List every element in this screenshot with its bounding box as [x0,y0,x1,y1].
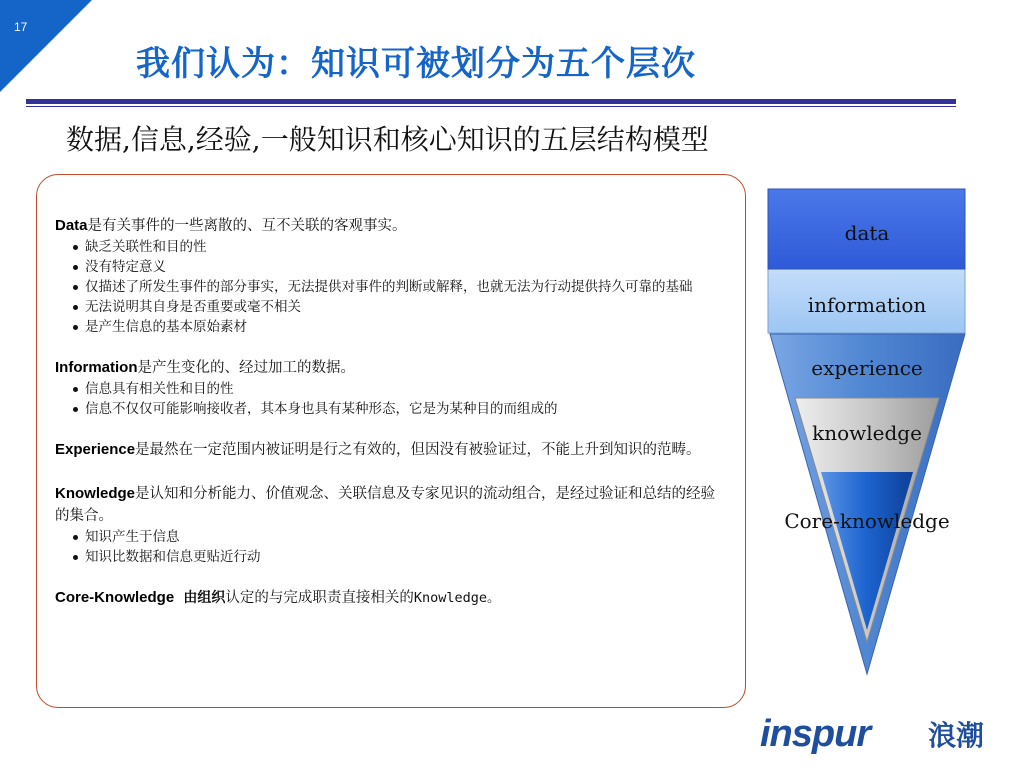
core-knowledge-definition: 认定的与完成职责直接相关的 [225,590,414,606]
core-knowledge-org: 由组织 [183,590,226,606]
pyramid-label-information: information [807,293,927,317]
inspur-logo [760,712,1000,754]
list-item: 缺乏关联性和目的性 [73,237,727,257]
knowledge-term: Knowledge [55,485,136,502]
knowledge-bullets [55,527,727,567]
data-definition: 是有关事件的一些离散的、互不关联的客观事实。 [87,218,407,234]
list-item: 信息具有相关性和目的性 [73,379,727,399]
data-section [55,215,727,337]
inspur-logo-chinese: 浪潮 [928,719,985,752]
information-term: Information [55,359,138,376]
core-knowledge-term: Core-Knowledge [55,589,175,606]
definitions-panel [36,174,746,708]
pyramid-label-core-knowledge: Core-knowledge [784,509,950,533]
list-item: 信息不仅仅可能影响接收者，其本身也具有某种形态，它是为某种目的而组成的 [73,399,727,419]
pyramid-label-knowledge: knowledge [812,421,922,445]
core-knowledge-tail: Knowledge。 [413,590,501,606]
experience-definition: 是最然在一定范围内被证明是行之有效的，但因没有被验证过，不能上升到知识的范畴。 [135,442,701,458]
slide-subtitle: 数据,信息,经验,一般知识和核心知识的五层结构模型 [66,123,709,156]
title-divider [26,99,956,104]
list-item: 知识产生于信息 [73,527,727,547]
list-item: 知识比数据和信息更贴近行动 [73,547,727,567]
information-section [55,357,727,419]
data-bullets [55,237,727,337]
corner-triangle [0,0,92,92]
slide-title: 我们认为：知识可被划分为五个层次 [136,44,696,84]
knowledge-pyramid [765,186,970,686]
pyramid-label-experience: experience [811,356,923,380]
list-item: 仅描述了所发生事件的部分事实，无法提供对事件的判断或解释，也就无法为行动提供持久可靠的基础 [73,277,727,297]
information-definition: 是产生变化的、经过加工的数据。 [137,360,355,376]
list-item: 没有特定意义 [73,257,727,277]
information-bullets [55,379,727,419]
data-term: Data [55,217,88,234]
page-number: 17 [14,20,28,34]
inspur-logo-wordmark: inspur [760,713,871,754]
experience-section [55,439,727,461]
title-divider-thin [26,106,956,107]
list-item: 无法说明其自身是否重要或毫不相关 [73,297,727,317]
core-knowledge-section [55,587,727,609]
pyramid-label-data: data [844,221,890,245]
knowledge-section [55,483,727,567]
experience-term: Experience [55,441,136,458]
knowledge-definition: 是认知和分析能力、价值观念、关联信息及专家见识的流动组合，是经过验证和总结的经验的集合。 [55,486,716,524]
list-item: 是产生信息的基本原始素材 [73,317,727,337]
